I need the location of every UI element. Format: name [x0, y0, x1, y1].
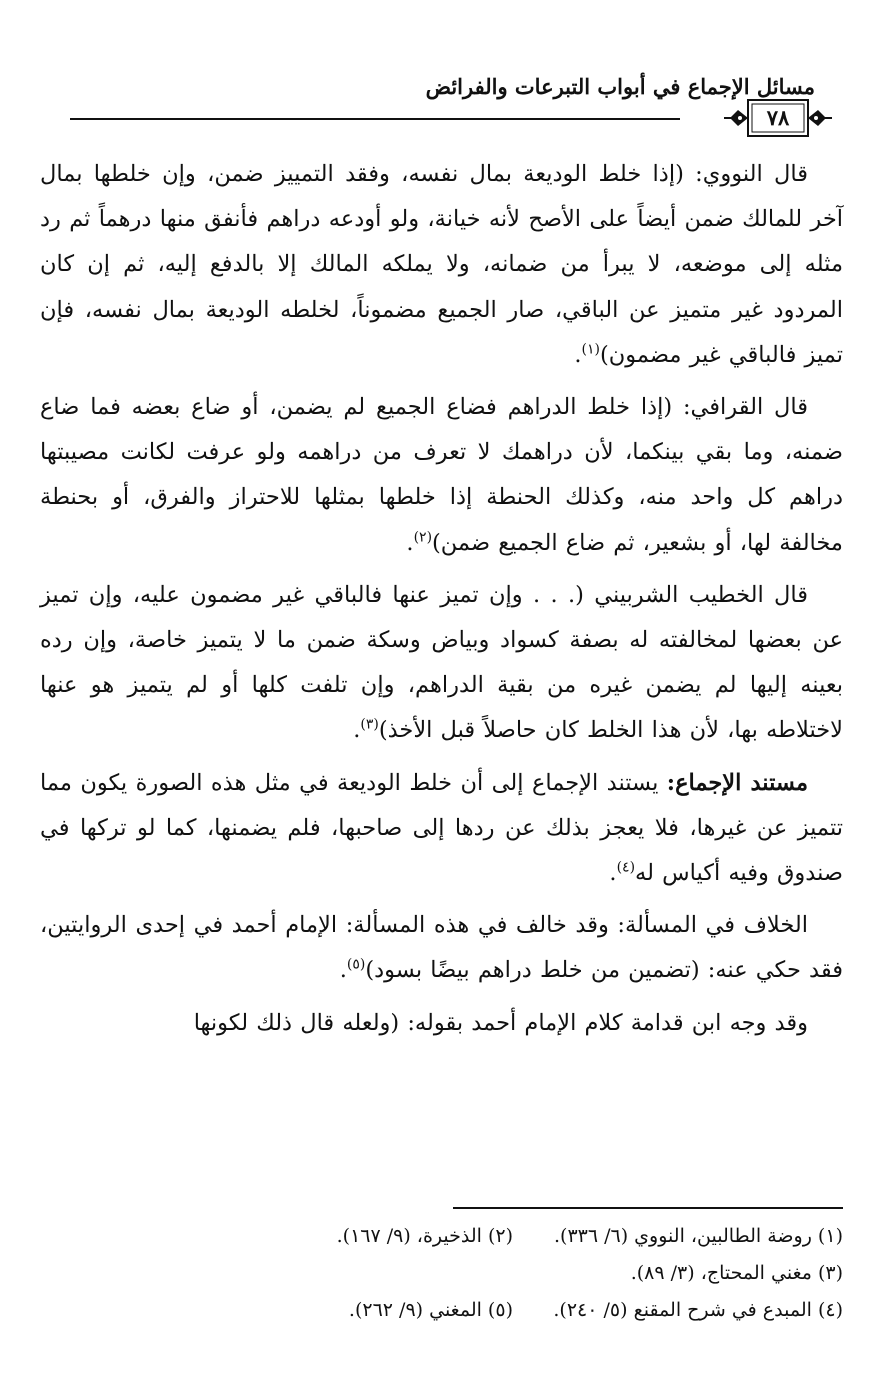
paragraph-ibn-qudama — [40, 1001, 843, 1046]
footnote-ref: (٥) — [346, 956, 366, 973]
paragraph-disagreement: الخلاف في المسألة: وقد خالف في هذه المسألة: الإمام أحمد في إحدى الروايتين، فقد حكي عنه: (تضمين من خلط دراهم بيضًا بسود)$^{(٥)}$. — [40, 912, 843, 984]
footnote-ref: (٢) — [413, 529, 433, 546]
paragraph-text: وقد وجه ابن قدامة كلام الإمام أحمد بقوله: (ولعله قال ذلك لكونها — [193, 1009, 808, 1036]
running-title: مسائل الإجماع في أبواب التبرعات والفرائض — [425, 74, 815, 99]
page-number-ornament — [724, 96, 832, 140]
footnote-3: (٣) مغني المحتاج، (٣/ ٨٩). — [630, 1262, 843, 1284]
paragraph-text: قال النووي: (إذا خلط الوديعة بمال نفسه، وفقد التمييز ضمن، وإن خلطها بمال آخر للمالك ضمن أيضاً على الأصح لأنه خيانة، ولو أودعه دراهم فأنفق منها درهماً ثم رد مثله إلى موضعه، لا يبرأ من ضمانه، ولا يملكه المالك إلا بالدفع إليه، ثم إن كان المردود غير متميز عن الباقي، صار الجميع مضموناً، لخلطه الوديعة بمال نفسه، فإن تميز فالباقي غير مضمون) — [40, 161, 843, 368]
footnote-row — [40, 1218, 843, 1255]
footnote-rule — [453, 1207, 843, 1209]
paragraph-text: يستند الإجماع إلى أن خلط الوديعة في مثل هذه الصورة يكون مما تتميز عن غيرها، فلا يعجز بذلك عن ردها إلى صاحبها، فلم يضمنها، كما لو تركها في صندوق وفيه أكياس له — [40, 769, 843, 887]
paragraph-nawawi: قال النووي: (إذا خلط الوديعة بمال نفسه، وفقد التمييز ضمن، وإن خلطها بمال آخر للمالك ضمن أيضاً على الأصح لأنه خيانة، ولو أودعه دراهم فأنفق منها درهماً ثم رد مثله إلى موضعه، لا يبرأ من ضمانه، ولا يملكه المالك إلا بالدفع إليه، ثم إن كان المردود غير متميز عن الباقي، صار الجميع مضموناً، لخلطه الوديعة بمال نفسه، فإن تميز فالباقي غير مضمون)$^{(١)}$. — [40, 161, 843, 368]
footnote-2: (٢) الذخيرة، (٩/ ١٦٧). — [336, 1225, 513, 1247]
footnote-ref: (١) — [581, 341, 600, 358]
footnote-1: (١) روضة الطالبين، النووي (٦/ ٣٣٦). — [553, 1225, 843, 1247]
footnotes — [40, 1218, 843, 1329]
section-heading: مستند الإجماع: — [666, 769, 808, 796]
header-rule — [70, 118, 680, 120]
footnote-row — [40, 1255, 843, 1292]
body-text — [40, 152, 843, 1053]
paragraph-qarafi: قال القرافي: (إذا خلط الدراهم فضاع الجميع لم يضمن، أو ضاع بعضه فما ضاع ضمنه، وما بقي بينكما، لأن دراهمك لا تعرف من دراهمه ولو عرفت لكانت مصيبتها دراهم كل واحد منه، وكذلك الحنطة إذا خلطها بمثلها للاحتراز والفرق، أو بحنطة مخالفة لها، أو بشعير، ثم ضاع الجميع ضمن)$^{(٢)}$. — [40, 394, 843, 556]
footnote-ref: (٣) — [360, 716, 379, 733]
page-number: ٧٨ — [766, 105, 790, 130]
paragraph-shirbini: قال الخطيب الشربيني (. . . وإن تميز عنها فالباقي غير مضمون عليه، وإن تميز عن بعضها لمخالفته له بصفة كسواد وبياض وسكة ضمن ما لا يتميز خاصة، وإن رده بعينه إليها لم يضمن غيره من بقية الدراهم، وإن تلفت كلها أو لم يتميز هو عنها لاختلاطه بها، لأن هذا الخلط كان حاصلاً قبل الأخذ)$^{(٣)}$. — [40, 581, 843, 744]
footnote-row — [40, 1292, 843, 1329]
paragraph-text: قال القرافي: (إذا خلط الدراهم فضاع الجميع لم يضمن، أو ضاع بعضه فما ضاع ضمنه، وما بقي بينكما، لأن دراهمك لا تعرف من دراهمه ولو عرفت لكانت مصيبتها دراهم كل واحد منه، وكذلك الحنطة إذا خلطها بمثلها للاحتراز والفرق، أو بحنطة مخالفة لها، أو بشعير، ثم ضاع الجميع ضمن) — [40, 394, 843, 556]
paragraph-text: الخلاف في المسألة: وقد خالف في هذه المسألة: الإمام أحمد في إحدى الروايتين، فقد حكي عنه: (تضمين من خلط دراهم بيضًا بسود) — [40, 912, 843, 984]
footnote-ref: (٤) — [616, 859, 636, 876]
footnote-5: (٥) المغني (٩/ ٢٦٢). — [348, 1299, 513, 1321]
paragraph-text: قال الخطيب الشربيني (. . . وإن تميز عنها فالباقي غير مضمون عليه، وإن تميز عن بعضها لمخالفته له بصفة كسواد وبياض وسكة ضمن ما لا يتميز خاصة، وإن رده بعينه إليها لم يضمن غيره من بقية الدراهم، وإن تلفت كلها أو لم يتميز هو عنها لاختلاطه بها، لأن هذا الخلط كان حاصلاً قبل الأخذ) — [40, 581, 843, 744]
paragraph-ijma-basis: مستند الإجماع: يستند الإجماع إلى أن خلط الوديعة في مثل هذه الصورة يكون مما تتميز عن غيرها، فلا يعجز بذلك عن ردها إلى صاحبها، فلم يضمنها، كما لو تركها في صندوق وفيه أكياس له$^{(٤)}$. — [40, 769, 843, 887]
footnote-4: (٤) المبدع في شرح المقنع (٥/ ٢٤٠). — [553, 1299, 843, 1321]
